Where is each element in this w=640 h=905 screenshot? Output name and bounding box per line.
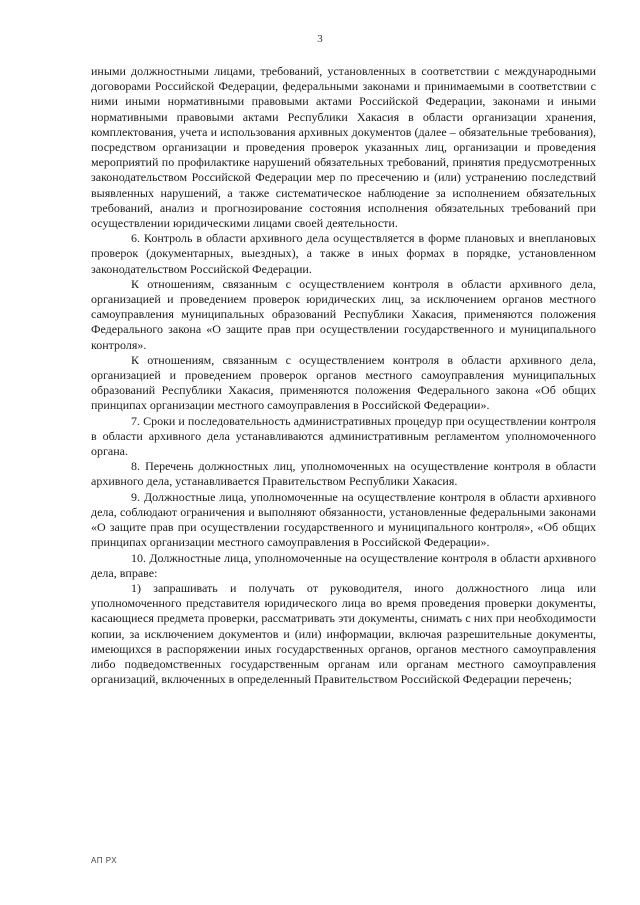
paragraph-9: 9. Должностные лица, уполномоченные на осуществление контроля в области архивного дела, соблюдают ограничения и выполняют обязанности, установленные федеральными законами «О защите прав при осуществлении государственного и муниципального контроля», «Об общих принципах организации местного самоуправления в Российской Федерации». bbox=[91, 489, 596, 550]
paragraph-10: 10. Должностные лица, уполномоченные на осуществление контроля в области архивного дела, вправе: bbox=[91, 550, 596, 580]
paragraph-10-item-1: 1) запрашивать и получать от руководителя, иного должностного лица или уполномоченного представителя юридического лица во время проведения проверки документы, касающиеся предмета проверки, рассматривать эти документы, снимать с них при необходимости копии, за исключением документов и (или) информации, включая разрешительные документы, имеющихся в распоряжении иных государственных органов, органов местного самоуправления либо подведомственных государственным органам или органам местного самоуправления организаций, включенных в определенный Правительством Российской Федерации перечень; bbox=[91, 580, 596, 687]
page-number: 3 bbox=[317, 33, 323, 45]
document-body bbox=[91, 64, 596, 687]
paragraph-relations-legal-entities: К отношениям, связанным с осуществлением контроля в области архивного дела, организацией и проведением проверок юридических лиц, за исключением органов местного самоуправления муниципальных образований Республики Хакасия, применяются положения Федерального закона «О защите прав при осуществлении государственного и муниципального контроля». bbox=[91, 276, 596, 352]
paragraph-relations-local-government: К отношениям, связанным с осуществлением контроля в области архивного дела, организацией и проведением проверок органов местного самоуправления муниципальных образований Республики Хакасия, применяются положения Федерального закона «Об общих принципах организации местного самоуправления в Российской Федерации». bbox=[91, 352, 596, 413]
paragraph-6: 6. Контроль в области архивного дела осуществляется в форме плановых и внеплановых проверок (документарных, выездных), а также в иных формах в порядке, установленном законодательством Российской Федерации. bbox=[91, 231, 596, 276]
footer-code: АП РХ bbox=[91, 856, 118, 865]
paragraph-7: 7. Сроки и последовательность административных процедур при осуществлении контроля в области архивного дела устанавливаются административным регламентом уполномоченного органа. bbox=[91, 413, 596, 459]
paragraph-8: 8. Перечень должностных лиц, уполномоченных на осуществление контроля в области архивного дела, устанавливается Правительством Республики Хакасия. bbox=[91, 459, 596, 489]
paragraph-continuation: иными должностными лицами, требований, установленных в соответствии с международными договорами Российской Федерации, федеральными законами и принимаемыми в соответствии с ними иными нормативными правовыми актами Российской Федерации, законами и иными нормативными правовыми актами Республики Хакасия в области организации хранения, комплектования, учета и использования архивных документов (далее – обязательные требования), посредством организации и проведения проверок указанных лиц, организации и проведения мероприятий по профилактике нарушений обязательных требований, принятия предусмотренных законодательством Российской Федерации мер по пресечению и (или) устранению последствий выявленных нарушений, а также систематическое наблюдение за исполнением обязательных требований, анализ и прогнозирование состояния исполнения обязательных требований при осуществлении юридическими лицами своей деятельности. bbox=[91, 64, 596, 231]
